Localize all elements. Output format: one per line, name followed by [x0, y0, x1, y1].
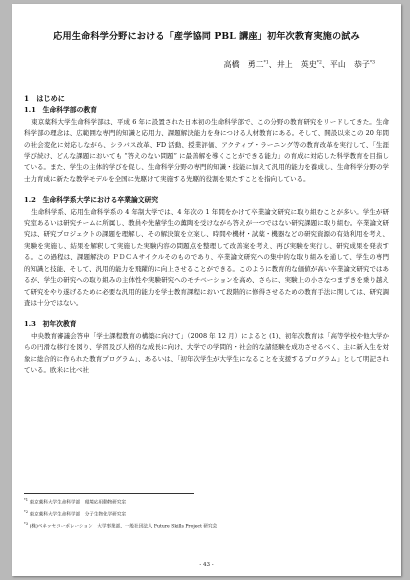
- footnote: [24, 520, 217, 532]
- paragraph: 生命科学系、応用生命科学系の 4 年制大学では、4 年次の 1 年間をかけて卒業論文研究に取り組むことが多い。学生が研究室あるいは研究チームに所属し、教員や先輩学生の薫陶を受けながら答えが一つではない研究課題に取り組む。卒業論文研究は、研究プロジェクトの課題を理解し、その解決策を立案し、時間や機材・試薬・機器などの研究資源の有効利用を考え、実験を実施し、結果を解釈して実施した実験内容の問題点を整理して改善案を考え、再び実験を実行し、研究成果を発表する。この過程は、課題解決の ＰＤＣＡサイクルそのものであり、卒業論文研究への集中的な取り組みを通して、学生の専門的知識と技能、そして、汎用的能力を飛躍的に向上させることができる。このように教育的な価値が高い卒業論文研究ではあるが、学生の研究への取り組みの主体性や実験研究へのモチベーションを高め、さらに、実験上の小さなつまずきを乗り越えて研究をやり遂げるために必要な汎用的能力を学士教育課程において段階的に修得させるための教育手法に関しては、研究調査は十分ではない。: [24, 207, 390, 307]
- author-affiliation-mark: *3: [369, 60, 375, 66]
- footnote-text: 東京薬科大学生命科学部 環境応用動物研究室: [29, 500, 127, 506]
- page-number: - 43 -: [199, 562, 214, 568]
- footnote: [24, 508, 217, 520]
- footnote-mark: *3: [24, 522, 29, 527]
- paper-title: 応用生命科学分野における「産学協同 PBL 講座」初年次教育実施の試み: [53, 31, 360, 42]
- footnote-mark: *2: [24, 510, 29, 515]
- document-page: [12, 4, 401, 576]
- footnote-divider: [24, 493, 194, 494]
- paragraph: 東京薬科大学生命科学部は、平成 6 年に設置された日本初の生命科学部で、この分野の教育研究をリードしてきた。生命科学部の理念は、広範囲な専門的知識と応用力、課題解決能力を身につける人材教育にある。そして、開設以来この 20 年間の社会変化に対応しながら、シラバス改革、FD 活動、授業評価、アクティブ・ラーニング等の教育改革を実行して、「生涯学び続け、どんな課題においても “答えのない問題” に最善解を導くことができる能力」の育成に対応した科学教育を目指している。また、学生の主体的学びを促し、生命科学分野の専門的知識・技能に加えて汎用的能力を養成し、生命科学分野の学士力育成に新たな教学モデルを全国に先駆けて実施する先駆的役割を果たすことを指向している。: [24, 117, 389, 183]
- footnote: [24, 496, 217, 508]
- footnote-mark: *1: [24, 498, 29, 502]
- author-affiliation-mark: *1: [263, 60, 269, 66]
- author-separator: 、: [321, 60, 330, 69]
- footnote-text: (株)ベネッセコーポレーション 大学事業部、一般社団法人 Future Skills Project 研究会: [29, 524, 218, 530]
- author-line: [224, 59, 375, 70]
- author-name: 井上 英史: [276, 60, 317, 69]
- body-text: [24, 93, 389, 376]
- footnotes: [24, 496, 217, 532]
- subsection-heading: 1.3 初年次教育: [24, 320, 77, 329]
- section-heading: 1 はじめに: [24, 94, 65, 103]
- subsection-heading: 1.1 生命科学部の教育: [24, 106, 97, 115]
- author-affiliation-mark: *2: [316, 60, 322, 66]
- paragraph: 中央教育審議会答申「学士課程教育の構築に向けて」（2008 年 12 月）によると (1)、初年次教育は「高等学校や他大学からの円滑な移行を図り、学習及び人格的な成長に向け、大学での学問的・社会的な諸経験を成功させるべく、主に新入生を対象に総合的に作られた教育プログラム」、あるいは、「初年次学生が大学生になることを支援するプログラム」として明記されている。欧米に比べ社: [24, 331, 389, 374]
- footnote-text: 東京薬科大学生命科学部 分子生物化学研究室: [29, 512, 127, 518]
- author-name: 平山 恭子: [329, 60, 370, 69]
- author-separator: 、: [268, 60, 277, 69]
- subsection-heading: 1.2 生命科学系大学における卒業論文研究: [24, 196, 159, 205]
- author-name: 高橋 勇二: [223, 60, 264, 69]
